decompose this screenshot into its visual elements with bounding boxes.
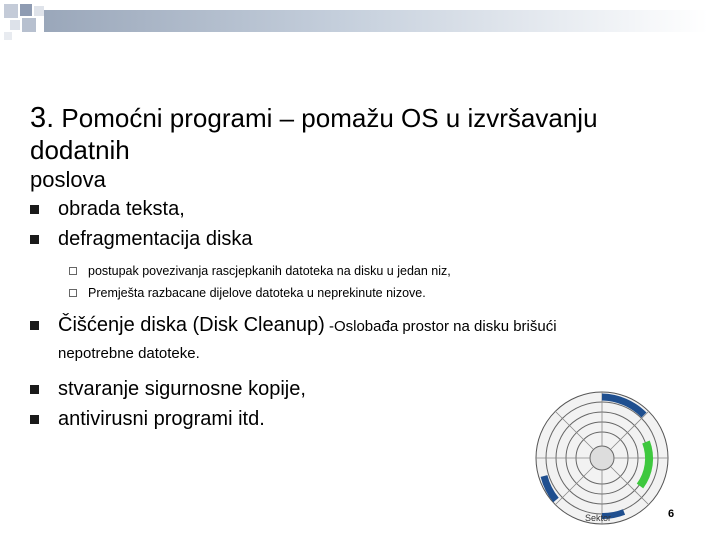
list-item-cleanup <box>30 310 690 342</box>
sub-list-item <box>30 260 690 282</box>
sub-list-item <box>30 282 690 304</box>
header-decoration <box>0 0 720 60</box>
slide-content <box>30 102 690 434</box>
deco-square <box>34 6 44 16</box>
sub-list-item-label: Premješta razbacane dijelove datoteka u neprekinute nizove. <box>88 286 426 300</box>
header-bar <box>44 10 708 32</box>
list-item-label: defragmentacija diska <box>58 228 253 250</box>
hollow-square-bullet-icon <box>69 267 77 275</box>
deco-square <box>10 20 20 30</box>
list-item-label: stvaranje sigurnosne kopije, <box>58 378 306 400</box>
list-item <box>30 194 690 224</box>
square-bullet-icon <box>30 415 39 424</box>
square-bullet-icon <box>30 205 39 214</box>
list-item-label: antivirusni programi itd. <box>58 408 265 430</box>
square-bullet-icon <box>30 321 39 330</box>
square-bullet-icon <box>30 385 39 394</box>
figure-label: Sektor <box>585 513 612 523</box>
deco-square <box>4 32 12 40</box>
deco-square <box>4 4 18 18</box>
cleanup-description: -Oslobađa prostor na disku brišući <box>324 318 557 335</box>
page-number: 6 <box>668 508 675 520</box>
title-text: Pomoćni programi – pomažu OS u izvršavanju dodatnih <box>30 103 598 165</box>
title-continuation: poslova <box>30 167 106 192</box>
sub-list-item-label: postupak povezivanja rascjepkanih datoteka na disku u jedan niz, <box>88 264 451 278</box>
list-item <box>30 224 690 254</box>
cleanup-description-continued: nepotrebne datoteke. <box>58 345 200 362</box>
deco-square <box>22 18 36 32</box>
deco-square <box>20 4 32 16</box>
hollow-square-bullet-icon <box>69 289 77 297</box>
list-item-label: obrada teksta, <box>58 198 185 220</box>
square-bullet-icon <box>30 235 39 244</box>
cleanup-label: Čišćenje diska (Disk Cleanup) <box>58 314 325 336</box>
title-number: 3. <box>30 102 55 134</box>
disk-tracks-figure <box>532 388 675 528</box>
slide-title <box>30 102 690 166</box>
